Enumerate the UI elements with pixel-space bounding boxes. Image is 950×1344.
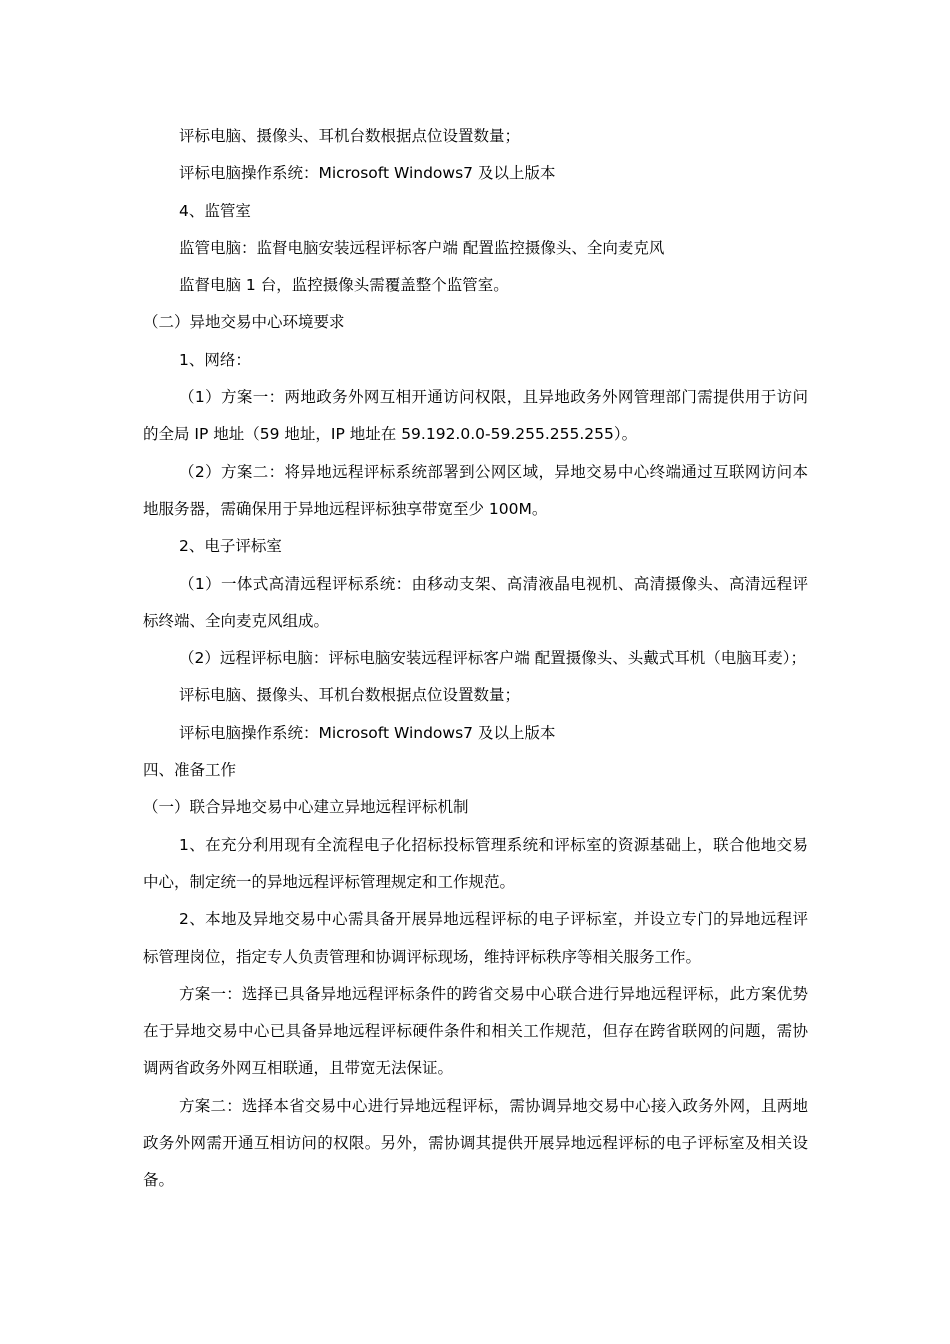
paragraph: 2、本地及异地交易中心需具备开展异地远程评标的电子评标室，并设立专门的异地远程评标管理岗位，指定专人负责管理和协调评标现场，维持评标秩序等相关服务工作。 [143, 910, 808, 966]
section-heading: （一）联合异地交易中心建立异地远程评标机制 [143, 798, 469, 817]
paragraph: 1、在充分利用现有全流程电子化招标投标管理系统和评标室的资源基础上，联合他地交易中心，制定统一的异地远程评标管理规定和工作规范。 [143, 835, 808, 891]
paragraph: 评标电脑操作系统：Microsoft Windows7 及以上版本 [179, 164, 556, 183]
paragraph: 评标电脑、摄像头、耳机台数根据点位设置数量； [179, 686, 521, 705]
section-heading: （二）异地交易中心环境要求 [143, 313, 345, 332]
paragraph: 方案二：选择本省交易中心进行异地远程评标，需协调异地交易中心接入政务外网，且两地政务外网需开通互相访问的权限。另外，需协调其提供开展异地远程评标的电子评标室及相关设备。 [143, 1096, 808, 1190]
paragraph: （2）方案二：将异地远程评标系统部署到公网区域，异地交易中心终端通过互联网访问本地服务器，需确保用于异地远程评标独享带宽至少 100M。 [143, 462, 808, 518]
paragraph: 监督电脑 1 台，监控摄像头需覆盖整个监管室。 [179, 276, 509, 295]
paragraph: 评标电脑、摄像头、耳机台数根据点位设置数量； [179, 127, 521, 145]
paragraph: 方案一：选择已具备异地远程评标条件的跨省交易中心联合进行异地远程评标，此方案优势在于异地交易中心已具备异地远程评标硬件条件和相关工作规范，但存在跨省联网的问题，需协调两省政务外网互相联通，且带宽无法保证。 [143, 984, 808, 1078]
document-body [143, 118, 808, 1200]
section-heading: 1、网络： [179, 350, 251, 369]
paragraph: （1）一体式高清远程评标系统：由移动支架、高清液晶电视机、高清摄像头、高清远程评标终端、全向麦克风组成。 [143, 574, 808, 630]
section-heading: 四、准备工作 [143, 761, 237, 780]
paragraph: 评标电脑操作系统：Microsoft Windows7 及以上版本 [179, 723, 556, 742]
paragraph: （2）远程评标电脑：评标电脑安装远程评标客户端 配置摄像头、头戴式耳机（电脑耳麦）； [179, 649, 807, 668]
paragraph: 监管电脑：监督电脑安装远程评标客户端 配置监控摄像头、全向麦克风 [179, 238, 665, 257]
section-heading: 4、监管室 [179, 201, 251, 220]
section-heading: 2、电子评标室 [179, 537, 282, 556]
paragraph: （1）方案一：两地政务外网互相开通访问权限，且异地政务外网管理部门需提供用于访问的全局 IP 地址（59 地址，IP 地址在 59.192.0.0-59.255.255.255）。 [143, 388, 808, 444]
